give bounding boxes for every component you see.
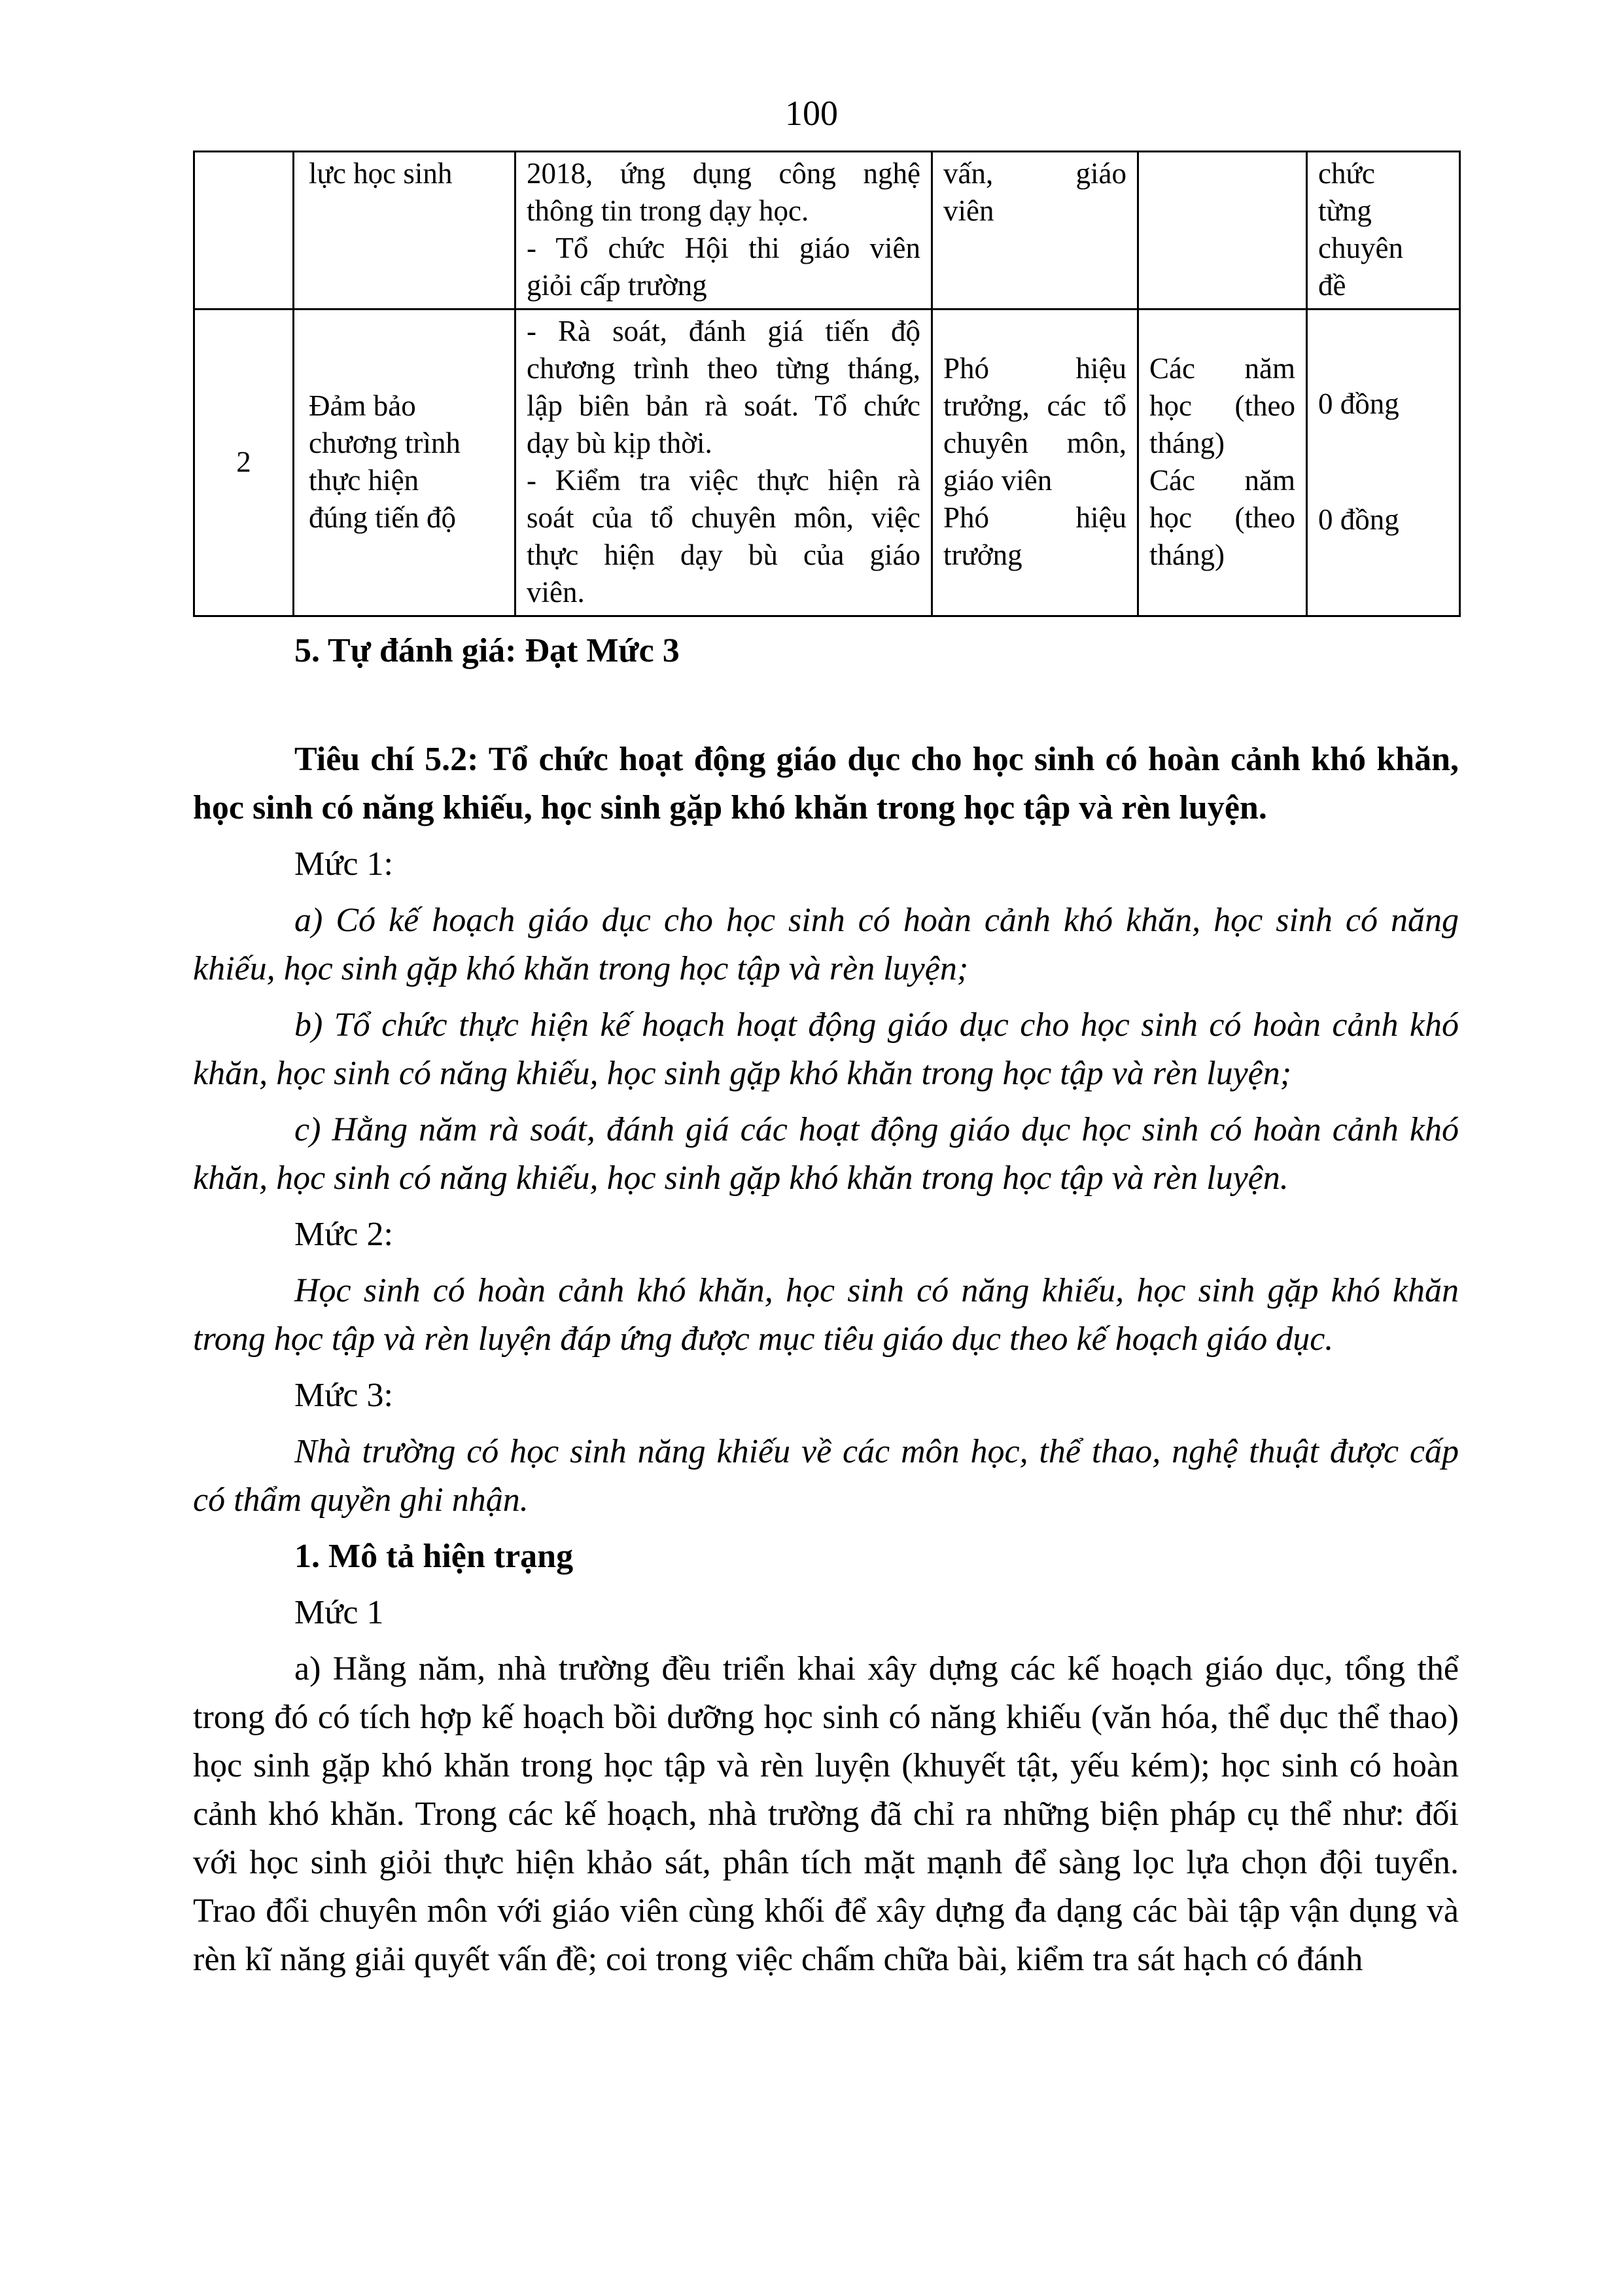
responsible-line: giáo viên <box>943 464 1053 497</box>
time-cell <box>1138 152 1307 309</box>
time-cell <box>1138 309 1307 616</box>
task-line: thực hiện <box>309 464 419 497</box>
responsible-cell <box>932 152 1138 309</box>
time-line: học (theo <box>1149 389 1295 422</box>
cost-line: từng <box>1318 194 1372 227</box>
level-label: Mức 3: <box>294 1377 393 1414</box>
section-paragraph: a) Hằng năm, nhà trường đều triển khai xây dựng các kế hoạch giáo dục, tổng thể trong đó có tích hợp kế hoạch bồi dưỡng học sinh có năng khiếu (văn hóa, thể dục thể thao) học sinh gặp khó khăn trong học tập và rèn luyện (khuyết tật, yếu kém); học sinh có hoàn cảnh khó khăn. Trong các kế hoạch, nhà trường đã chỉ ra những biện pháp cụ thể như: đối với học sinh giỏi thực hiện khảo sát, phân tích mặt mạnh để sàng lọc lựa chọn đội tuyển. Trao đổi chuyên môn với giáo viên cùng khối để xây dựng đa dạng các bài tập vận dụng và rèn kĩ năng giải quyết vấn đề; coi trong việc chấm chữa bài, kiểm tra sát hạch có đánh <box>193 1650 1459 1978</box>
section-heading: 1. Mô tả hiện trạng <box>294 1538 574 1575</box>
cost-value: 0 đồng <box>1318 387 1399 420</box>
time-line: Các năm <box>1149 352 1295 385</box>
plan-table <box>193 150 1461 617</box>
actions-line: chương trình theo từng tháng, <box>527 352 920 385</box>
actions-line: 2018, ứng dụng công nghệ <box>527 157 920 190</box>
actions-cell <box>515 309 932 616</box>
time-line: tháng) <box>1149 539 1225 571</box>
time-line: Các năm <box>1149 464 1295 497</box>
responsible-line: Phó hiệu <box>943 501 1126 534</box>
task-cell <box>294 309 515 616</box>
time-line: học (theo <box>1149 501 1295 534</box>
level1-item-b: b) Tổ chức thực hiện kế hoạch hoạt động giáo dục cho học sinh có hoàn cảnh khó khăn, học sinh có năng khiếu, học sinh gặp khó khăn trong học tập và rèn luyện; <box>193 1006 1459 1092</box>
self-assessment-heading: 5. Tự đánh giá: Đạt Mức 3 <box>294 632 680 669</box>
level2-text: Học sinh có hoàn cảnh khó khăn, học sinh có năng khiếu, học sinh gặp khó khăn trong học tập và rèn luyện đáp ứng được mục tiêu giáo dục theo kế hoạch giáo dục. <box>193 1272 1459 1358</box>
responsible-cell <box>932 309 1138 616</box>
cost-value: 0 đồng <box>1318 503 1399 536</box>
actions-line: thông tin trong dạy học. <box>527 194 809 227</box>
cost-line: chức <box>1318 157 1375 190</box>
actions-line: viên. <box>527 576 585 609</box>
actions-line: - Tổ chức Hội thi giáo viên <box>527 232 920 264</box>
actions-line: dạy bù kịp thời. <box>527 427 712 459</box>
level3-text: Nhà trường có học sinh năng khiếu về các môn học, thể thao, nghệ thuật được cấp có thẩm quyền ghi nhận. <box>193 1433 1459 1519</box>
page-number: 100 <box>785 94 838 133</box>
criterion-title: Tiêu chí 5.2: Tổ chức hoạt động giáo dục cho học sinh có hoàn cảnh khó khăn, học sinh có năng khiếu, học sinh gặp khó khăn trong học tập và rèn luyện. <box>193 741 1459 826</box>
row-index-cell: 2 <box>194 309 294 616</box>
responsible-line: vấn, giáo <box>943 157 1126 190</box>
responsible-line: trưởng <box>943 539 1022 571</box>
actions-line: soát của tổ chuyên môn, việc <box>527 501 920 534</box>
actions-cell <box>515 152 932 309</box>
level1-item-c: c) Hằng năm rà soát, đánh giá các hoạt động giáo dục học sinh có hoàn cảnh khó khăn, học sinh có năng khiếu, học sinh gặp khó khăn trong học tập và rèn luyện. <box>193 1111 1459 1197</box>
task-line: đúng tiến độ <box>309 501 456 534</box>
section-level-label: Mức 1 <box>294 1594 384 1631</box>
responsible-line: Phó hiệu <box>943 352 1126 385</box>
cost-line: đề <box>1318 269 1346 302</box>
level-label: Mức 2: <box>294 1216 393 1253</box>
task-line: Đảm bảo <box>309 389 416 422</box>
actions-line: - Rà soát, đánh giá tiến độ <box>527 315 920 347</box>
actions-line: lập biên bản rà soát. Tổ chức <box>527 389 920 422</box>
table-row <box>194 309 1460 616</box>
actions-line: - Kiểm tra việc thực hiện rà <box>527 464 920 497</box>
level1-item-a: a) Có kế hoạch giáo dục cho học sinh có hoàn cảnh khó khăn, học sinh có năng khiếu, học sinh gặp khó khăn trong học tập và rèn luyện; <box>193 902 1459 987</box>
row-index-cell <box>194 152 294 309</box>
actions-line: giỏi cấp trường <box>527 269 707 302</box>
actions-line: thực hiện dạy bù của giáo <box>527 539 920 571</box>
table-row <box>194 152 1460 309</box>
responsible-line: viên <box>943 194 994 227</box>
cost-line: chuyên <box>1318 232 1403 264</box>
responsible-line: chuyên môn, <box>943 427 1126 459</box>
document-body <box>193 627 1459 1984</box>
responsible-line: trưởng, các tổ <box>943 389 1126 422</box>
level-label: Mức 1: <box>294 845 393 883</box>
task-line: chương trình <box>309 427 461 459</box>
time-line: tháng) <box>1149 427 1225 459</box>
cost-cell <box>1307 152 1460 309</box>
task-cell: lực học sinh <box>294 152 515 309</box>
cost-cell <box>1307 309 1460 616</box>
